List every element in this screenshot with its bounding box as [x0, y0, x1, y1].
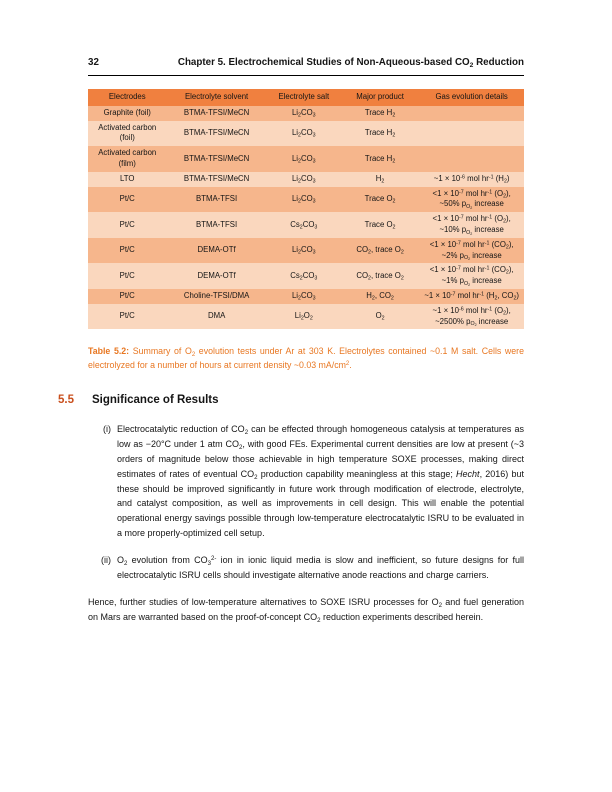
- table-caption: [88, 344, 524, 372]
- table-cell: $Li_2CO_3$: [291, 290, 316, 302]
- column-header: Electrolyte solvent: [184, 92, 249, 101]
- table-cell: $CO_2$, trace $O_2$: [356, 270, 404, 282]
- table-cell: $O_2$: [375, 311, 385, 322]
- table-header-row: [88, 89, 524, 106]
- table-cell: $Li_2CO_3$: [291, 107, 316, 119]
- table-cell: BTMA-TFSI/MeCN: [183, 153, 250, 163]
- table-cell: ~1 × $10^{-6}$ mol $hr^{-1}$ $(H_2)$: [433, 173, 510, 185]
- table-cell: [419, 106, 524, 121]
- table-cell: BTMA-TFSI/MeCN: [183, 107, 250, 117]
- table-caption-text: Summary of $O_2$ evolution tests under Ar at 303 K. Electrolytes contained ~0.1 M salt. Cells were electrolyzed for a number of hours at current density ~0.03 $mA/cm^2$.: [88, 346, 524, 371]
- table-cell: $<1 \times 10^{-7}$ mol $hr^{-1}$ $(CO_2)$, ~1% $p_{O_2}$ increase: [429, 265, 514, 287]
- text-block: [58, 57, 524, 625]
- table-cell: $<1 \times 10^{-7}$ mol $hr^{-1}$ $(CO_2)$, ~2% $p_{O_2}$ increase: [429, 239, 514, 262]
- table-row: [88, 263, 524, 289]
- running-header: [88, 57, 524, 76]
- table-cell: $<1 \times 10^{-7}$ mol $hr^{-1}$ $(O_2)$, ~10% $p_{O_2}$ increase: [432, 214, 511, 236]
- table-cell: Pt/C: [119, 219, 135, 229]
- results-table-body: [88, 106, 524, 330]
- table-cell: Graphite (foil): [103, 107, 151, 117]
- column-header: Electrodes: [108, 92, 146, 101]
- table-cell: Trace $H_2$: [364, 127, 396, 139]
- table-cell: Activated carbon (film): [98, 148, 157, 168]
- list-item: [88, 422, 524, 540]
- table-cell: BTMA-TFSI/MeCN: [183, 173, 250, 183]
- chapter-title: Chapter 5. Electrochemical Studies of Non-Aqueous-based $CO_2$ Reduction: [177, 57, 524, 69]
- table-cell: DEMA-OTf: [197, 245, 236, 255]
- table-cell: Pt/C: [119, 270, 135, 280]
- table-row: [88, 304, 524, 330]
- table-row: [88, 146, 524, 172]
- table-row: [88, 172, 524, 187]
- table-cell: ~1 × $10^{-7}$ mol $hr^{-1}$ ($H_2$, $CO_2$): [424, 290, 519, 302]
- table-row: [88, 106, 524, 121]
- table-cell: Choline-TFSI/DMA: [183, 290, 250, 300]
- table-cell: $Li_2CO_3$: [291, 153, 316, 165]
- list-item-marker: (i): [103, 424, 111, 435]
- table-cell: Trace $H_2$: [364, 153, 396, 165]
- table-cell: $Li_2O_2$: [294, 311, 313, 322]
- table-cell: DMA: [207, 311, 226, 321]
- section-number: 5.5: [58, 394, 74, 407]
- table-row: [88, 289, 524, 304]
- table-cell: ~1 × $10^{-6}$ mol $hr^{-1}$ $(O_2)$, ~2500% $p_{O_2}$ increase: [432, 305, 511, 328]
- table-cell: $CO_2$, trace $O_2$: [356, 245, 404, 256]
- table-cell: Trace $O_2$: [364, 219, 396, 231]
- table-row: [88, 238, 524, 264]
- list-item-text: Electrocatalytic reduction of $CO_2$ can be effected through homogeneous catalysis at temperatures as low as −20°C under 1 atm $CO_2$, with good FEs. Experimental current densities are low at present (~3 orders of magnitude below those achievable in high temperature SOXE processes, making direct estimates of rates of eventual $CO_2$ production capability meaningless at this stage; Hecht, 2016) but these should be improved significantly in future work through modification of electrode, electrolyte, and catalyst composition, as well as improvements in cell design. This will enable the potential operational energy savings possible through low-temperature electrocatalytic ISRU to be evaluated in a more properly-optimized cell setup.: [117, 424, 524, 538]
- table-cell: Pt/C: [119, 311, 135, 321]
- table-cell: Pt/C: [119, 245, 135, 255]
- table-caption-label: Table 5.2:: [88, 346, 130, 357]
- table-cell: $Li_2CO_3$: [291, 127, 316, 139]
- table-cell: BTMA-TFSI: [196, 193, 238, 203]
- results-table: [88, 89, 524, 329]
- table-cell: DEMA-OTf: [197, 270, 236, 280]
- table-cell: Pt/C: [119, 193, 135, 203]
- list-item-text: $O_2$ evolution from $CO_3^{2-}$ ion in ionic liquid media is slow and inefficient, so future designs for full electrocatalytic ISRU cells should investigate alternative anode reactions and charge carriers.: [117, 554, 524, 580]
- table-cell: $H_2$, $CO_2$: [366, 290, 394, 302]
- column-header: Major product: [356, 92, 404, 101]
- table-cell: BTMA-TFSI: [196, 219, 238, 229]
- table-cell: $Li_2CO_3$: [291, 173, 316, 185]
- table-cell: $Cs_2CO_3$: [290, 219, 318, 231]
- page-number: 32: [88, 57, 99, 68]
- table-cell: [419, 146, 524, 172]
- section-heading: [58, 393, 524, 407]
- list-item-marker: (ii): [101, 554, 111, 565]
- closing-paragraph: Hence, further studies of low-temperature alternatives to SOXE ISRU processes for $O_2$ and fuel generation on Mars are warranted based on the proof-of-concept $CO_2$ reduction experiments described herein.: [88, 597, 524, 624]
- table-cell: $Li_2CO_3$: [291, 245, 316, 256]
- column-header: Gas evolution details: [435, 92, 508, 101]
- section-title: Significance of Results: [92, 394, 219, 407]
- table-cell: Trace $H_2$: [364, 107, 396, 119]
- table-row: [88, 212, 524, 238]
- table-row: [88, 121, 524, 147]
- column-header: Electrolyte salt: [278, 92, 330, 101]
- table-row: [88, 187, 524, 213]
- table-cell: $<1 \times 10^{-7}$ mol $hr^{-1}$ $(O_2)$, ~50% $p_{O_2}$ increase: [432, 188, 511, 211]
- table-cell: [419, 121, 524, 147]
- table-cell: BTMA-TFSI/MeCN: [183, 127, 250, 137]
- table-cell: $Li_2CO_3$: [291, 193, 316, 205]
- list-item: [88, 553, 524, 583]
- table-cell: Activated carbon (foil): [98, 122, 157, 143]
- table-cell: Trace $O_2$: [364, 193, 396, 205]
- table-cell: $H_2$: [375, 173, 385, 185]
- table-cell: LTO: [120, 173, 135, 183]
- table-cell: Pt/C: [119, 290, 135, 300]
- table-cell: $Cs_2CO_3$: [290, 270, 318, 282]
- results-table-head: [88, 89, 524, 106]
